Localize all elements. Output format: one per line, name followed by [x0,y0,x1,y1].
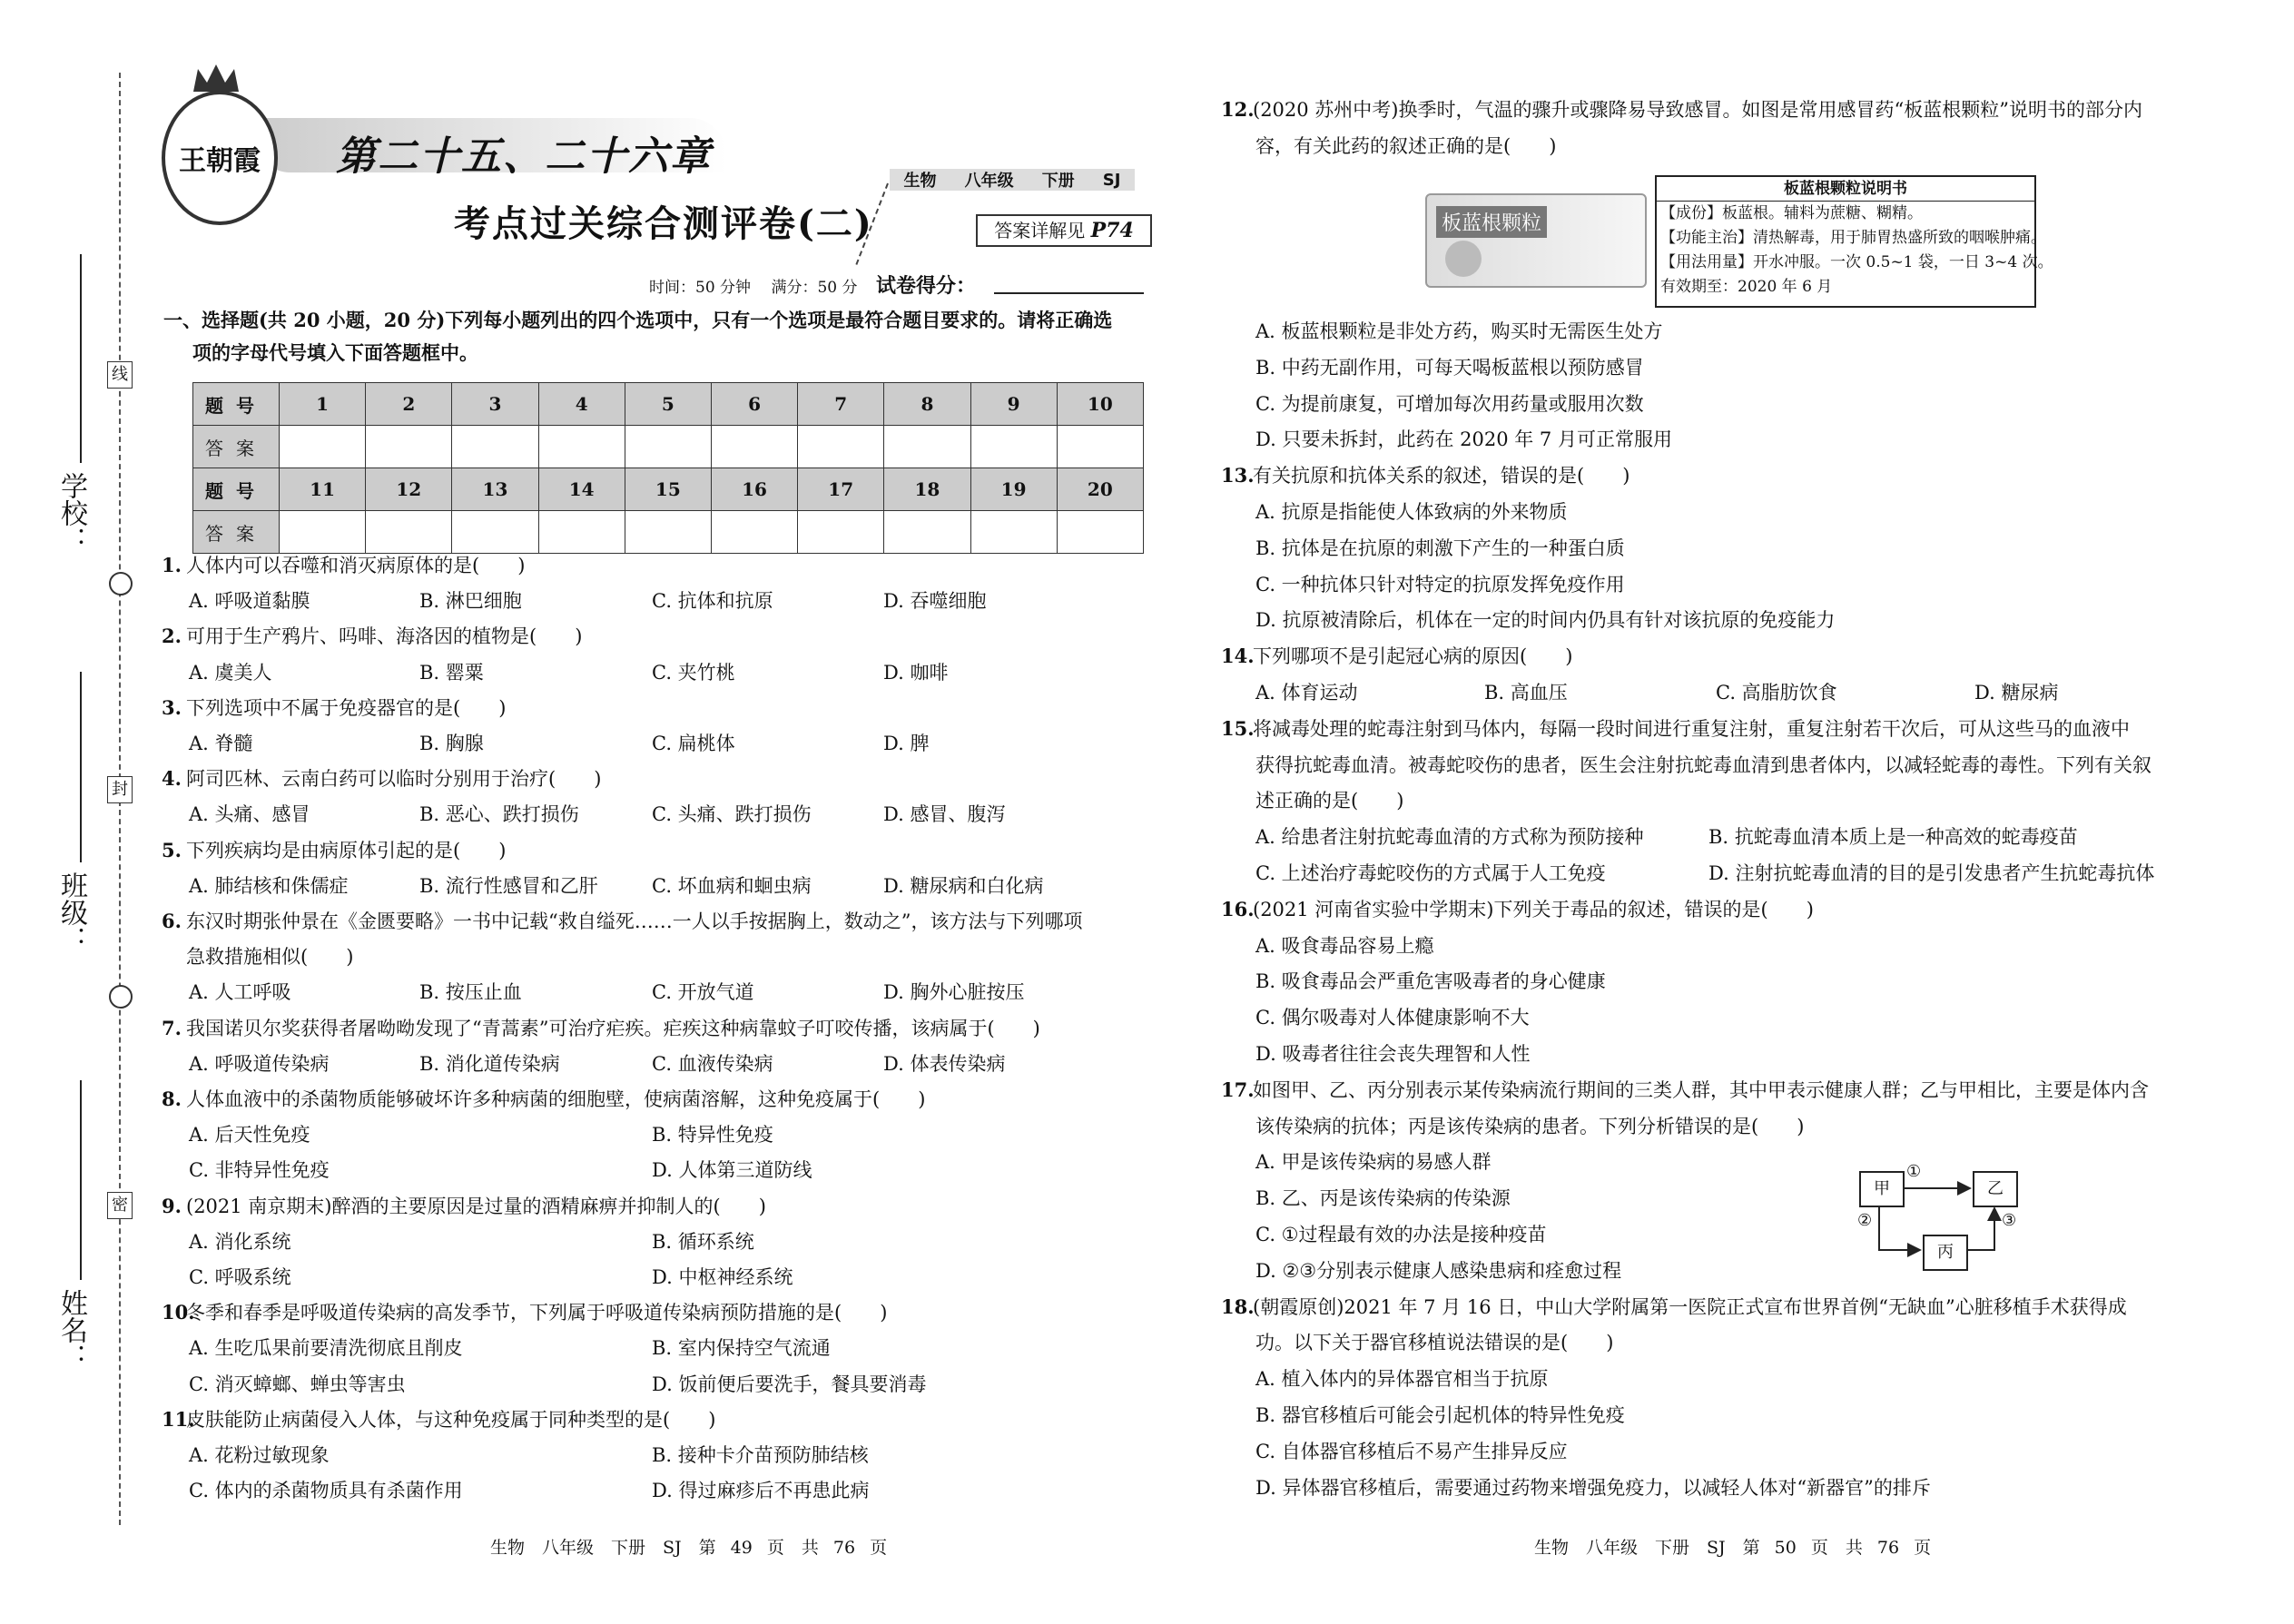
option-a[interactable]: A. 头痛、感冒 [189,803,310,826]
question-stem: 下列疾病均是由病原体引起的是( ) [186,839,507,861]
question-number: 5. [162,838,182,861]
cell-num: 13 [452,468,538,511]
answer-ref-label: 答案详解见 [994,220,1086,241]
option-a[interactable]: A. 呼吸道黏膜 [189,590,310,613]
answer-cell[interactable] [452,426,538,468]
cell-num: 8 [884,383,970,426]
option-a[interactable]: A. 抗原是指能使人体致病的外来物质 [1255,501,1568,523]
answer-cell[interactable] [366,426,452,468]
question-stem: 人体血液中的杀菌物质能够破坏许多种病菌的细胞壁，使病菌溶解，这种免疫属于( ) [186,1088,926,1110]
option-c[interactable]: C. 为提前康复，可增加每次用药量或服用次数 [1255,392,1644,415]
cell-num: 3 [452,383,538,426]
question-stem: 可用于生产鸦片、吗啡、海洛因的植物是( ) [186,625,583,648]
option-d[interactable]: D. 糖尿病和白化病 [883,874,1044,897]
option-b[interactable]: B. 循环系统 [652,1230,754,1253]
question-number: 17. [1221,1078,1255,1101]
meta-edition: SJ [1102,170,1121,190]
cell-num: 6 [711,383,797,426]
question-stem-cont: 获得抗蛇毒血清。被毒蛇咬伤的患者，医生会注射抗蛇毒血清到患者体内，以减轻蛇毒的毒性。下列有关叙 [1255,753,2151,776]
cell-num: 18 [884,468,970,511]
cell-num: 1 [280,383,366,426]
score-blank [994,292,1144,294]
meta-volume: 下册 [1041,172,1075,191]
section1-instruction-line1: 一、选择题(共 20 小题，20 分)下列每小题列出的四个选项中，只有一个选项是最符合题目要求的。请将正确选 [163,309,1113,331]
footer-left: 生物 八年级 下册 SJ 第 49 页 共 76 页 [490,1538,888,1558]
answer-cell[interactable] [625,511,711,554]
option-b[interactable]: B. 流行性感冒和乙肝 [419,874,598,897]
option-d[interactable]: D. 抗原被清除后，机体在一定的时间内仍具有针对该抗原的免疫能力 [1255,609,1836,632]
option-d[interactable]: D. ②③分别表示健康人感染患病和痊愈过程 [1255,1259,1622,1282]
option-a[interactable]: A. 呼吸道传染病 [189,1052,330,1075]
option-c[interactable]: C. 坏血病和蛔虫病 [652,874,812,897]
option-c[interactable]: C. 头痛、跌打损伤 [652,803,812,826]
binding-mark-line: 线 [107,361,133,389]
question-stem: 冬季和春季是呼吸道传染病的高发季节，下列属于呼吸道传染病预防措施的是( ) [186,1302,888,1324]
option-a[interactable]: A. 植入体内的异体器官相当于抗原 [1255,1368,1549,1391]
instruction-row: 【成份】板蓝根。辅料为蔗糖、糊精。 [1657,201,2034,226]
question-stem: 将减毒处理的蛇毒注射到马体内，每隔一段时间进行重复注射，重复注射若干次后，可从这些马的血液中 [1253,717,2130,740]
option-b[interactable]: B. 罂粟 [419,661,484,684]
option-d[interactable]: D. 脾 [883,733,930,754]
option-a[interactable]: A. 人工呼吸 [189,981,291,1004]
question-number: 10. [162,1301,195,1324]
option-d[interactable]: D. 得过麻疹后不再患此病 [652,1480,870,1502]
option-a[interactable]: A. 生吃瓜果前要清洗彻底且削皮 [189,1337,463,1360]
option-a[interactable]: A. 消化系统 [189,1230,291,1253]
option-b[interactable]: B. 淋巴细胞 [419,590,522,613]
option-b[interactable]: B. 特异性免疫 [652,1124,773,1147]
question-number: 4. [162,767,182,791]
option-d[interactable]: D. 糖尿病 [1974,682,2059,704]
instruction-row: 【功能主治】清热解毒，用于肺胃热盛所致的咽喉肿痛。 [1660,229,2046,247]
package-label: 板蓝根颗粒 [1436,206,1547,238]
question-number: 12. [1221,98,1255,121]
subject-meta [890,169,1135,191]
question-number: 15. [1221,716,1255,740]
header-num-label: 题号 [193,383,280,426]
option-c[interactable]: C. 高脂肪饮食 [1716,682,1837,704]
name-label: 姓名： [55,1289,87,1371]
score-label: 试卷得分： [876,274,977,298]
paper-subtitle: 考点过关综合测评卷(二) [454,202,873,245]
table-row [193,383,1144,426]
header-ans-label: 答案 [193,426,280,468]
answer-cell[interactable] [711,426,797,468]
option-d[interactable]: D. 只要未拆封，此药在 2020 年 7 月可正常服用 [1255,428,1672,451]
option-d[interactable]: D. 吸毒者往往会丧失理智和人性 [1255,1043,1531,1065]
question-stem: (朝霞原创)2021 年 7 月 16 日，中山大学附属第一医院正式宣布世界首例“无缺血”心脏移植手术获得成 [1253,1295,2127,1318]
question-number: 9. [162,1194,182,1217]
cell-num: 4 [538,383,625,426]
question-stem: 如图甲、乙、丙分别表示某传染病流行期间的三类人群，其中甲表示健康人群；乙与甲相比，主要是体内含 [1253,1078,2149,1101]
option-b[interactable]: B. 室内保持空气流通 [652,1337,831,1360]
question-stem: 东汉时期张仲景在《金匮要略》一书中记载“救自缢死……一人以手按据胸上，数动之”，该方法与下列哪项 [186,910,1083,932]
option-b[interactable]: B. 器官移植后可能会引起机体的特异性免疫 [1255,1404,1625,1426]
school-label: 学校： [55,472,87,554]
option-a[interactable]: A. 给患者注射抗蛇毒血清的方式称为预防接种 [1255,826,1644,849]
cell-num: 17 [798,468,884,511]
option-b[interactable]: B. 消化道传染病 [419,1052,560,1075]
table-row [193,426,1144,468]
binding-hole-2 [109,985,133,1009]
answer-reference [976,214,1152,247]
option-a[interactable]: A. 后天性免疫 [189,1124,310,1147]
option-a[interactable]: A. 脊髓 [189,733,253,754]
cell-num: 5 [625,383,711,426]
option-a[interactable]: A. 虞美人 [189,661,272,684]
option-b[interactable]: B. 抗蛇毒血清本质上是一种高效的蛇毒疫苗 [1708,826,2078,849]
option-d[interactable]: D. 饭前便后要洗手，餐具要消毒 [652,1373,927,1395]
question-number: 2. [162,625,182,648]
node-yi: 乙 [1973,1171,2018,1207]
answer-cell[interactable] [538,426,625,468]
cell-num: 9 [970,383,1057,426]
option-a[interactable]: A. 肺结核和侏儒症 [189,874,349,897]
option-b[interactable]: B. 恶心、跌打损伤 [419,803,579,826]
question-stem: (2020 苏州中考)换季时，气温的骤升或骤降易导致感冒。如图是常用感冒药“板蓝根颗粒”说明书的部分内 [1253,99,2142,121]
medicine-package [1425,193,1647,288]
option-a[interactable]: A. 板蓝根颗粒是非处方药，购买时无需医生处方 [1255,320,1663,342]
answer-cell[interactable] [366,511,452,554]
answer-cell[interactable] [798,426,884,468]
question-number: 6. [162,910,182,932]
question-stem: 有关抗原和抗体关系的叙述，错误的是( ) [1253,465,1630,487]
question-stem: 阿司匹林、云南白药可以临时分别用于治疗( ) [186,768,602,791]
header-num-label: 题号 [193,468,280,511]
instruction-row: 【用法用量】开水冲服。一次 0.5~1 袋，一日 3~4 次。 [1660,253,2053,271]
cell-num: 14 [538,468,625,511]
option-a[interactable]: A. 甲是该传染病的易感人群 [1255,1151,1492,1174]
answer-cell[interactable] [711,511,797,554]
question-stem-cont: 容，有关此药的叙述正确的是( ) [1255,134,1557,157]
option-b[interactable]: B. 吸食毒品会严重危害吸毒者的身心健康 [1255,970,1606,993]
question-stem: 皮肤能防止病菌侵入人体，与这种免疫属于同种类型的是( ) [186,1408,716,1431]
answer-table [192,382,1144,554]
option-c[interactable]: C. 开放气道 [652,981,754,1004]
question-number: 18. [1221,1294,1255,1318]
option-c[interactable]: C. 偶尔吸毒对人体健康影响不大 [1255,1007,1530,1029]
medicine-instruction-box [1655,175,2053,308]
question-stem-cont: 述正确的是( ) [1255,790,1404,812]
arrow-label-1: ① [1906,1162,1922,1181]
answer-cell[interactable] [1057,426,1143,468]
option-b[interactable]: B. 乙、丙是该传染病的传染源 [1255,1187,1511,1210]
option-c[interactable]: C. 体内的杀菌物质具有杀菌作用 [189,1480,463,1502]
cell-num: 16 [711,468,797,511]
option-d[interactable]: D. 胸外心脏按压 [883,981,1025,1004]
question-number: 1. [162,554,182,576]
cell-num: 10 [1057,383,1143,426]
class-blank [80,672,82,862]
option-b[interactable]: B. 高血压 [1484,682,1568,704]
option-d[interactable]: D. 吞噬细胞 [883,590,987,613]
cell-num: 2 [366,383,452,426]
question-stem-cont: 急救措施相似( ) [186,946,354,969]
question-stem: (2021 南京期末)醉酒的主要原因是过量的酒精麻痹并抑制人的( ) [186,1195,766,1217]
option-a[interactable]: A. 花粉过敏现象 [189,1444,330,1466]
answer-ref-page: P74 [1090,219,1134,242]
question-stem: 下列哪项不是引起冠心病的原因( ) [1253,645,1573,668]
answer-cell[interactable] [970,426,1057,468]
option-b[interactable]: B. 抗体是在抗原的刺激下产生的一种蛋白质 [1255,536,1625,559]
option-c[interactable]: C. 呼吸系统 [189,1266,291,1288]
question-number: 7. [162,1016,182,1039]
option-b[interactable]: B. 中药无副作用，可每天喝板蓝根以预防感冒 [1255,356,1644,379]
table-row [193,511,1144,554]
instruction-title: 板蓝根颗粒说明书 [1784,180,1907,198]
question-number: 13. [1221,464,1255,487]
option-d[interactable]: D. 咖啡 [883,661,949,684]
brand-logo: 王朝霞 [162,91,278,225]
cell-num: 7 [798,383,884,426]
answer-cell[interactable] [625,426,711,468]
option-c[interactable]: C. 一种抗体只针对特定的抗原发挥免疫作用 [1255,573,1625,595]
footer-right: 生物 八年级 下册 SJ 第 50 页 共 76 页 [1534,1538,1932,1558]
answer-cell[interactable] [280,511,366,554]
option-d[interactable]: D. 感冒、腹泻 [883,803,1006,826]
node-bing: 丙 [1923,1235,1968,1271]
cell-num: 20 [1057,468,1143,511]
option-b[interactable]: B. 按压止血 [419,981,522,1004]
option-c[interactable]: C. 非特异性免疫 [189,1159,330,1182]
option-d[interactable]: D. 人体第三道防线 [652,1159,812,1182]
meta-subject: 生物 [903,172,937,191]
question-number: 3. [162,695,182,719]
option-a[interactable]: A. 吸食毒品容易上瘾 [1255,934,1434,957]
option-c[interactable]: C. 夹竹桃 [652,661,735,684]
option-b[interactable]: B. 接种卡介苗预防肺结核 [652,1444,869,1466]
package-portrait [1445,241,1482,277]
school-blank [80,254,82,463]
question-number: 16. [1221,897,1255,920]
question-stem-cont: 功。以下关于器官移植说法错误的是( ) [1255,1332,1614,1354]
option-d[interactable]: D. 体表传染病 [883,1052,1006,1075]
binding-mark-seal: 封 [107,776,133,803]
question-number: 11. [162,1407,195,1431]
binding-mark-secret: 密 [107,1192,133,1219]
cell-num: 19 [970,468,1057,511]
arrow-label-2: ② [1857,1211,1873,1230]
question-number: 14. [1221,645,1255,668]
chapter-title: 第二十五、二十六章 [336,133,712,180]
option-b[interactable]: B. 胸腺 [419,733,484,754]
header-ans-label: 答案 [193,511,280,554]
name-blank [80,1080,82,1280]
cell-num: 15 [625,468,711,511]
answer-cell[interactable] [452,511,538,554]
cell-num: 12 [366,468,452,511]
option-c[interactable]: C. 扁桃体 [652,733,735,754]
answer-cell[interactable] [798,511,884,554]
arrow-label-3: ③ [2002,1211,2017,1230]
question-stem-cont: 该传染病的抗体；丙是该传染病的患者。下列分析错误的是( ) [1255,1115,1805,1137]
option-d[interactable]: D. 中枢神经系统 [652,1266,793,1288]
header-dash-decor [853,182,890,272]
question-stem: 我国诺贝尔奖获得者屠呦呦发现了“青蒿素”可治疗疟疾。疟疾这种病靠蚊子叮咬传播，该病属于( ) [186,1017,1040,1039]
option-a[interactable]: A. 体育运动 [1255,682,1358,704]
instruction-row: 有效期至：2020 年 6 月 [1660,278,1833,296]
cell-num: 11 [280,468,366,511]
option-c[interactable]: C. 消灭蟑螂、蝉虫等害虫 [189,1373,406,1395]
answer-cell[interactable] [538,511,625,554]
option-d[interactable]: D. 注射抗蛇毒血清的目的是引发患者产生抗蛇毒抗体 [1708,862,2155,884]
question-stem: 人体内可以吞噬和消灭病原体的是( ) [186,555,526,576]
option-c[interactable]: C. 血液传染病 [652,1052,773,1075]
table-row [193,468,1144,511]
option-c[interactable]: C. 上述治疗毒蛇咬伤的方式属于人工免疫 [1255,862,1606,884]
answer-cell[interactable] [280,426,366,468]
node-jia: 甲 [1859,1171,1905,1207]
question-stem: (2021 河南省实验中学期末)下列关于毒品的叙述，错误的是( ) [1253,898,1814,920]
meta-grade: 八年级 [964,172,1014,191]
option-c[interactable]: C. 抗体和抗原 [652,590,773,613]
time-score-info: 时间：50 分钟 满分：50 分 [649,279,858,297]
option-c[interactable]: C. 自体器官移植后不易产生排异反应 [1255,1440,1568,1462]
answer-cell[interactable] [1057,511,1143,554]
question-stem: 下列选项中不属于免疫器官的是( ) [186,696,507,719]
binding-hole-1 [109,572,133,595]
option-c[interactable]: C. ①过程最有效的办法是接种疫苗 [1255,1224,1547,1245]
answer-cell[interactable] [970,511,1057,554]
option-d[interactable]: D. 异体器官移植后，需要通过药物来增强免疫力，以减轻人体对“新器官”的排斥 [1255,1476,1931,1499]
answer-cell[interactable] [884,511,970,554]
answer-cell[interactable] [884,426,970,468]
class-label: 班级： [55,871,87,953]
question-number: 8. [162,1088,182,1110]
section1-instruction-line2: 项的字母代号填入下面答题框中。 [192,341,478,364]
